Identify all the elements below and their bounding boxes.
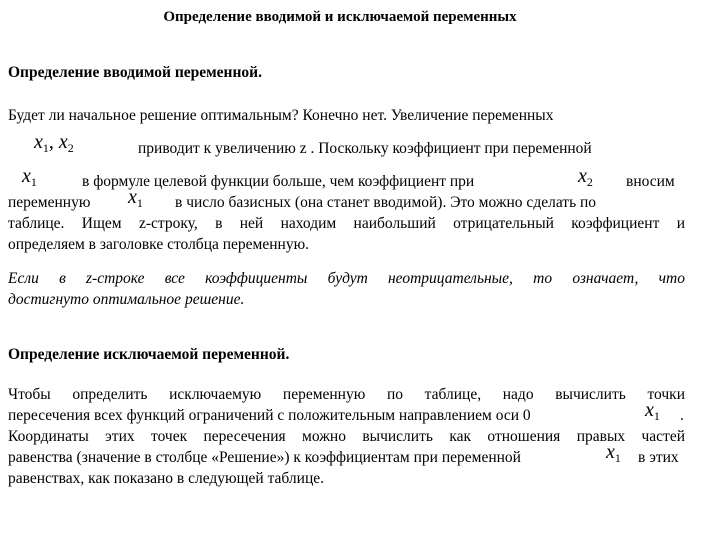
italic-note-line: Если в z-строке все коэффициенты будут неотрицательные, то означает, что <box>8 270 685 287</box>
paragraph-line: пересечения всех функций ограничений с положительным направлением оси 0 <box>8 407 531 424</box>
paragraph-line: переменную <box>8 194 91 211</box>
section-heading-entering-variable: Определение вводимой переменной. <box>8 64 262 81</box>
paragraph-line: в формуле целевой функции больше, чем коэффициент при <box>82 173 475 190</box>
paragraph-line: приводит к увеличению z . Поскольку коэффициент при переменной <box>138 140 592 157</box>
math-x1: $x_1$ <box>22 165 37 189</box>
math-x1: $x_1$ <box>128 186 143 210</box>
period: . <box>680 407 684 424</box>
paragraph-line: определяем в заголовке столбца переменную. <box>8 236 310 253</box>
paragraph-line: в этих <box>638 449 679 466</box>
math-x1-x2: $x_1$, $x_2$ <box>34 131 74 155</box>
section-heading-leaving-variable: Определение исключаемой переменной. <box>8 346 290 363</box>
paragraph-line: равенства (значение в столбце «Решение») к коэффициентам при переменной <box>8 449 521 466</box>
paragraph-line: Будет ли начальное решение оптимальным? Конечно нет. Увеличение переменных <box>8 107 554 124</box>
italic-note-line: достигнуто оптимальное решение. <box>8 291 245 308</box>
paragraph-line: равенствах, как показано в следующей таблице. <box>8 470 325 487</box>
paragraph-line: Чтобы определить исключаемую переменную по таблице, надо вычислить точки <box>8 386 685 403</box>
paragraph-line: в число базисных (она станет вводимой). Это можно сделать по <box>175 194 597 211</box>
page-title: Определение вводимой и исключаемой переменных <box>163 9 517 25</box>
paragraph-line: Координаты этих точек пересечения можно вычислить как отношения правых частей <box>8 428 685 445</box>
math-x1: $x_1$ <box>606 441 621 465</box>
paragraph-line: таблице. Ищем z-строку, в ней находим наибольший отрицательный коэффициент и <box>8 215 685 232</box>
math-x1: $x_1$ <box>645 399 660 423</box>
math-x2: $x_2$ <box>578 165 593 189</box>
paragraph-line: вносим <box>626 173 675 190</box>
